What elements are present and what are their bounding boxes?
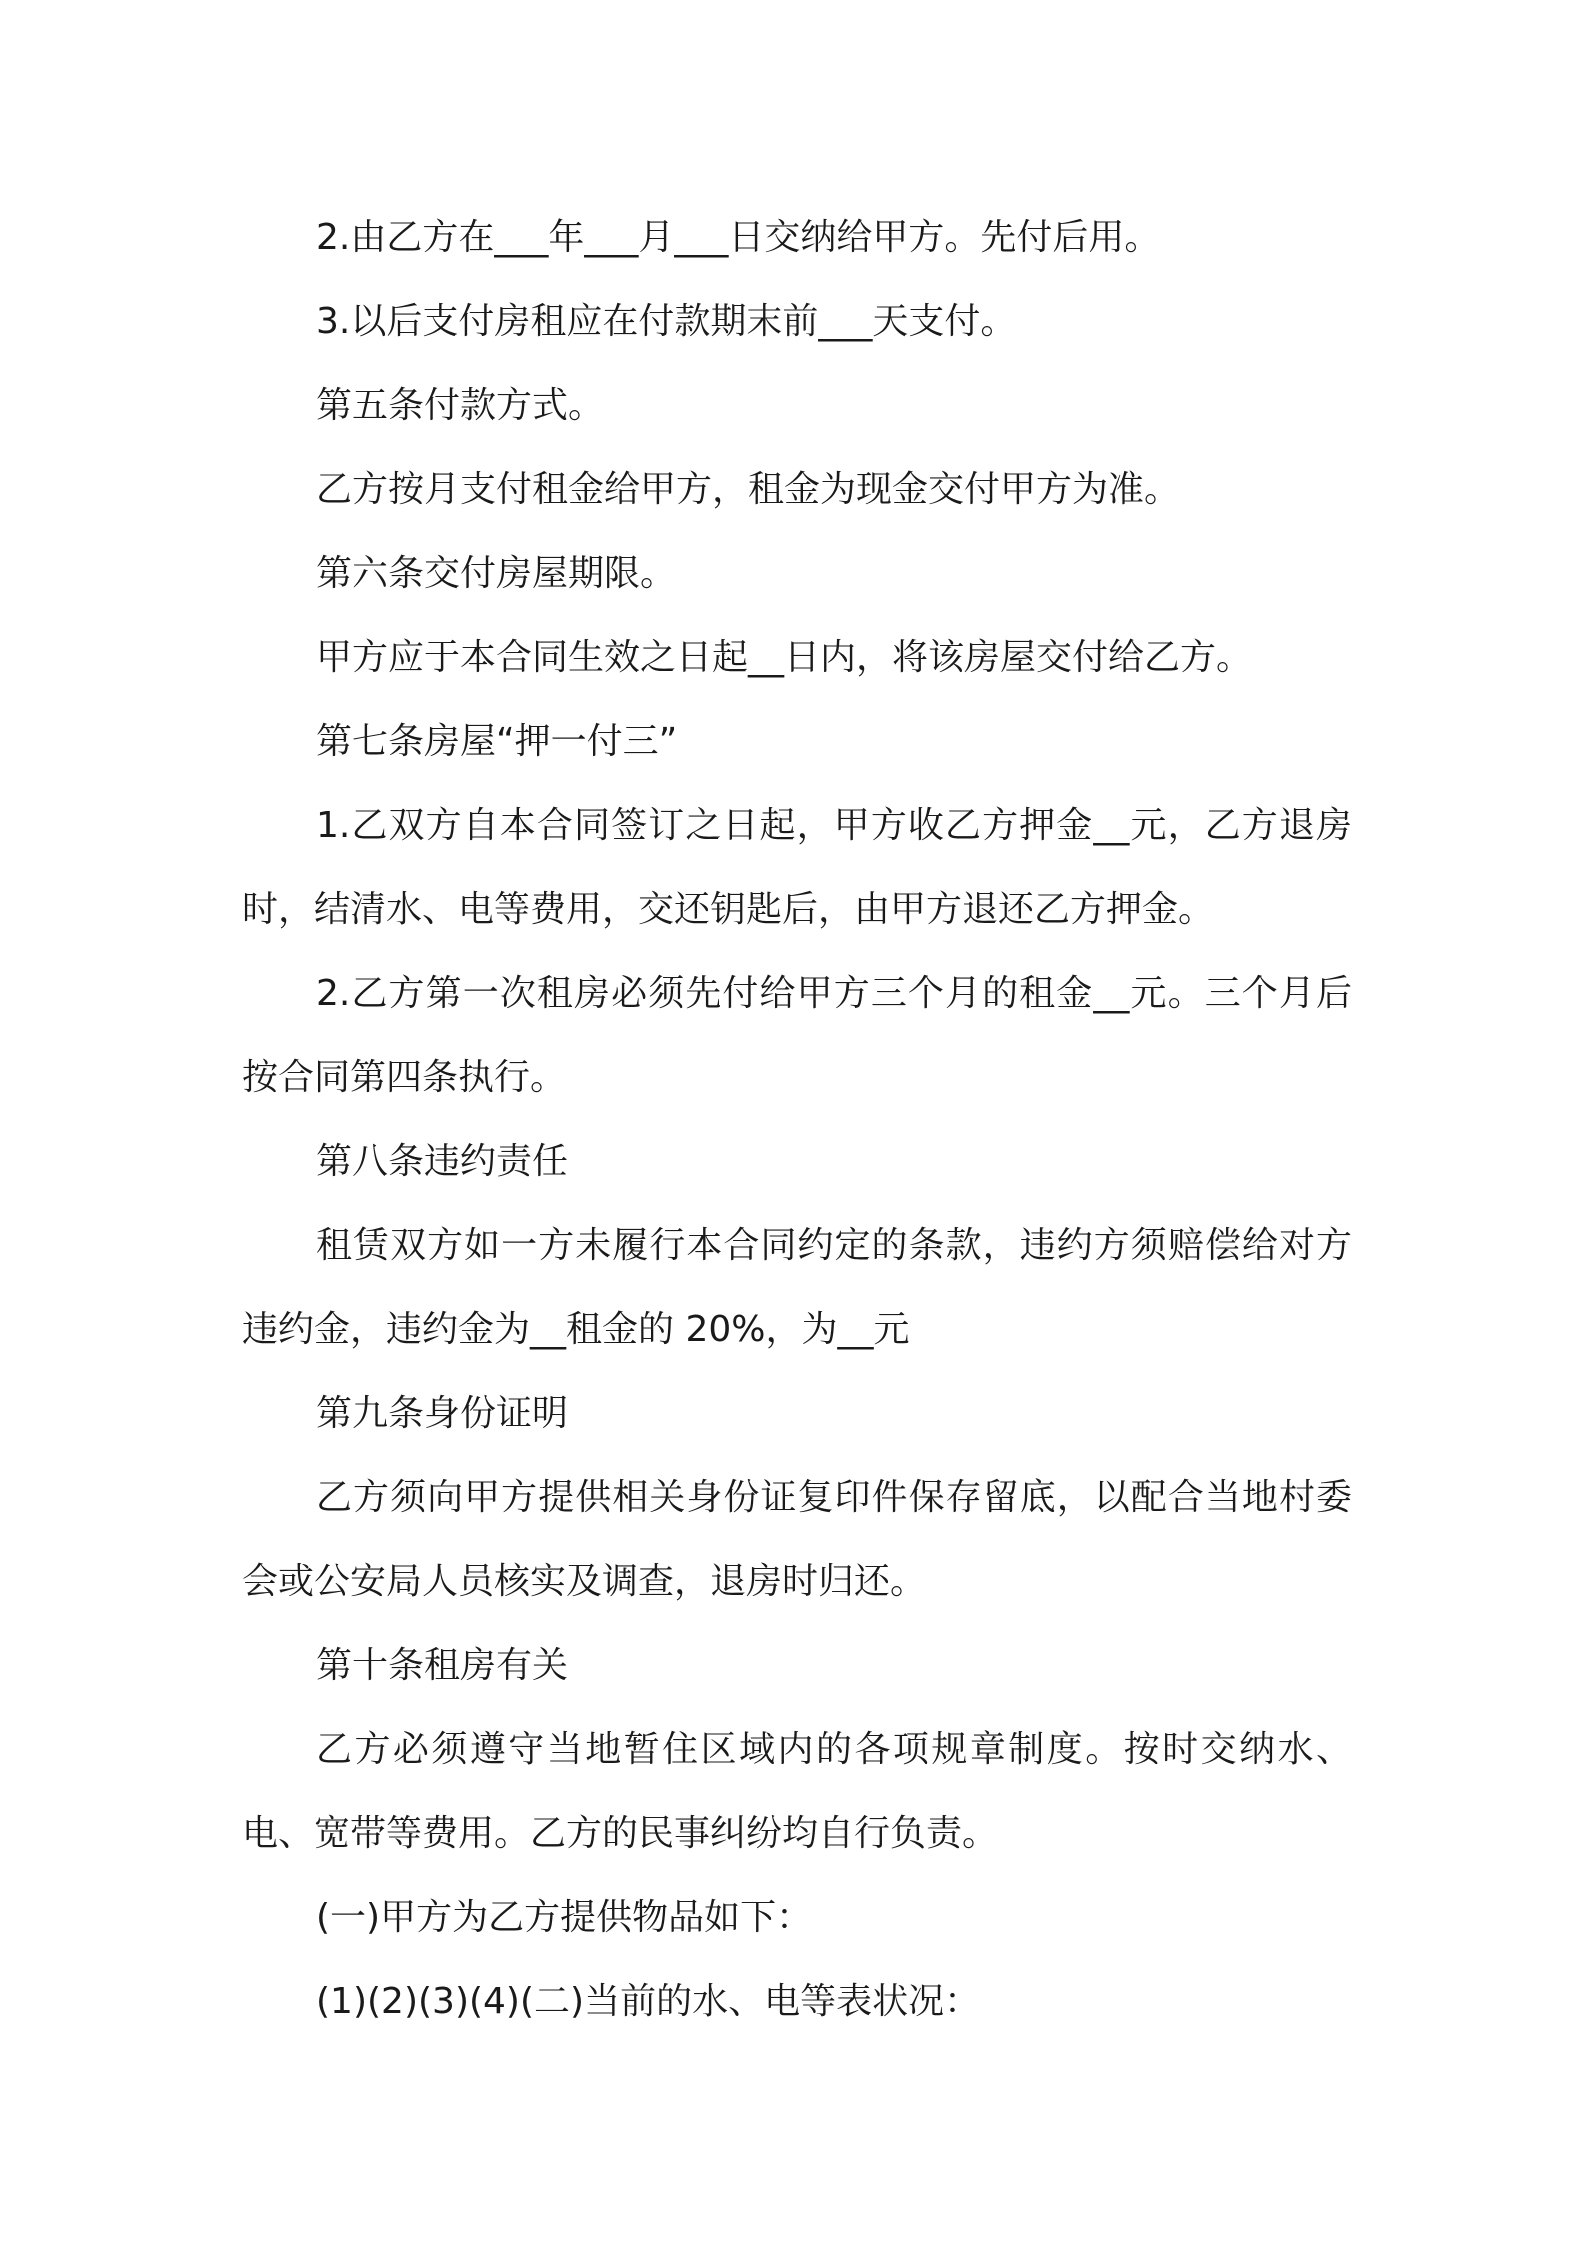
items-and-meter-status: (1)(2)(3)(4)(二)当前的水、电等表状况： bbox=[316, 1981, 981, 2022]
article-7-item-1: 1.乙双方自本合同签订之日起，甲方收乙方押金__元，乙方退房时，结清水、电等费用，交还钥匙后，由甲方退还乙方押金。 bbox=[242, 805, 1352, 930]
article-9-heading: 第九条身份证明 bbox=[316, 1393, 569, 1434]
article-5-body: 乙方按月支付租金给甲方，租金为现金交付甲方为准。 bbox=[316, 469, 1181, 510]
article-8-body: 租赁双方如一方未履行本合同约定的条款，违约方须赔偿给对方违约金，违约金为__租金的 20%，为__元 bbox=[242, 1225, 1352, 1350]
article-10-body: 乙方必须遵守当地暂住区域内的各项规章制度。按时交纳水、电、宽带等费用。乙方的民事纠纷均自行负责。 bbox=[242, 1729, 1352, 1854]
article-5-heading: 第五条付款方式。 bbox=[316, 385, 605, 426]
provided-items-heading: (一)甲方为乙方提供物品如下： bbox=[316, 1897, 813, 1938]
article-10-heading: 第十条租房有关 bbox=[316, 1645, 569, 1686]
article-6-body: 甲方应于本合同生效之日起__日内，将该房屋交付给乙方。 bbox=[316, 637, 1253, 678]
paragraph-rent-payment-deadline: 3.以后支付房租应在付款期末前___天支付。 bbox=[316, 301, 1017, 342]
article-8-heading: 第八条违约责任 bbox=[316, 1141, 569, 1182]
article-9-body: 乙方须向甲方提供相关身份证复印件保存留底，以配合当地村委会或公安局人员核实及调查，退房时归还。 bbox=[242, 1477, 1352, 1602]
article-7-item-2: 2.乙方第一次租房必须先付给甲方三个月的租金__元。三个月后按合同第四条执行。 bbox=[242, 973, 1352, 1098]
document-body bbox=[242, 196, 1352, 2044]
paragraph-payment-date: 2.由乙方在___年___月___日交纳给甲方。先付后用。 bbox=[316, 217, 1161, 258]
article-6-heading: 第六条交付房屋期限。 bbox=[316, 553, 677, 594]
article-7-heading: 第七条房屋“押一付三” bbox=[316, 721, 678, 762]
